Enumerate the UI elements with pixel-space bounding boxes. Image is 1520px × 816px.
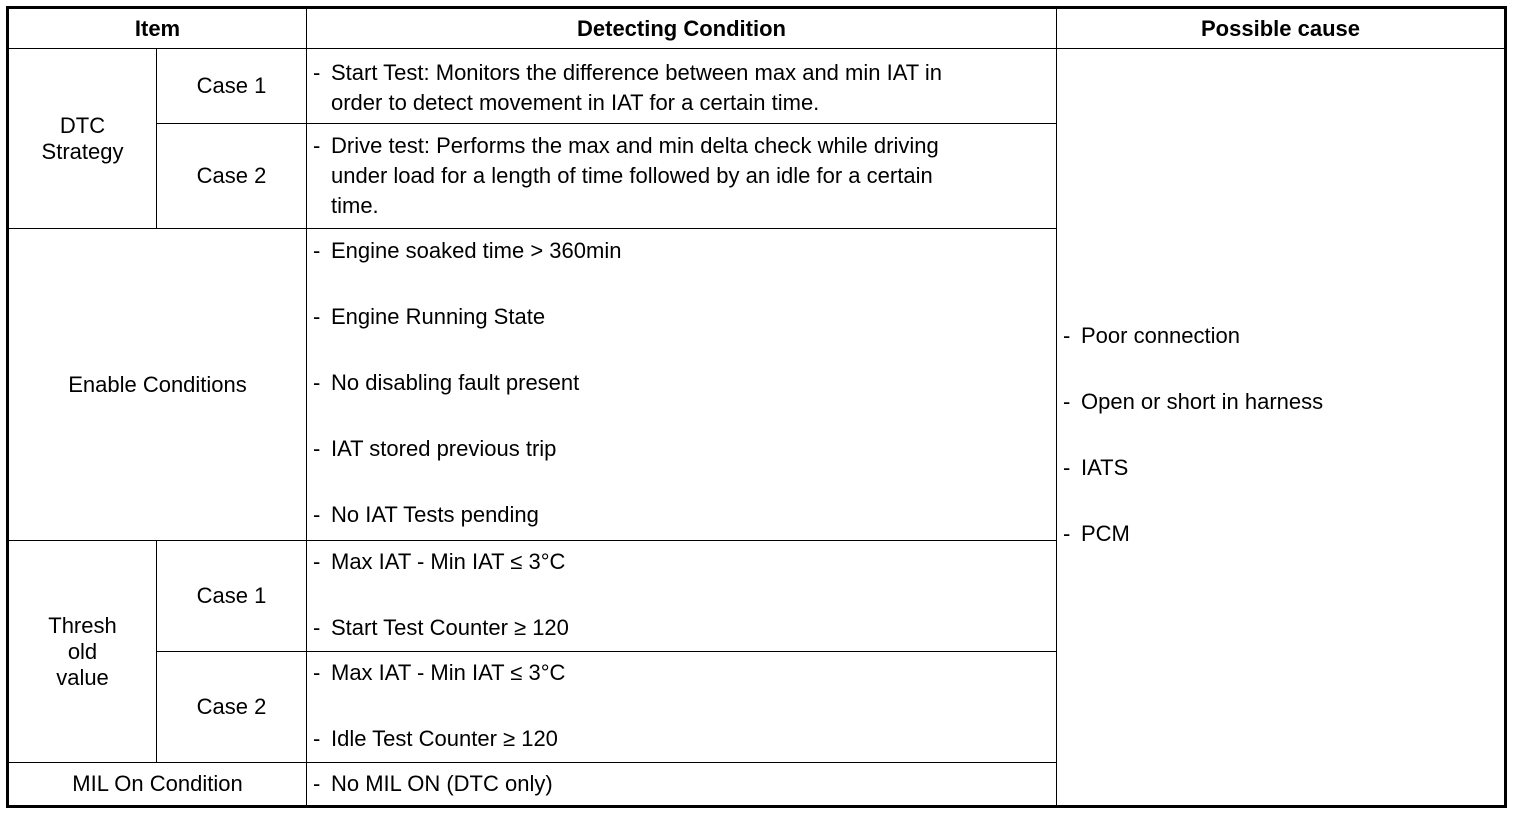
threshold-case2-condition [307, 652, 1057, 763]
condition-text: under load for a length of time followed by an idle for a certain [331, 163, 933, 188]
header-item: Item [8, 8, 307, 49]
threshold-label-line1: Thresh [48, 612, 117, 638]
possible-cause-cell [1057, 49, 1506, 807]
dtc-strategy-case2-label: Case 2 [157, 124, 307, 229]
mil-label: MIL On Condition [8, 763, 307, 807]
condition-item: - Engine soaked time > 360min [313, 238, 622, 263]
mil-condition: - No MIL ON (DTC only) [307, 763, 1057, 807]
condition-item: - Max IAT - Min IAT ≤ 3°C [313, 660, 566, 685]
cause-item: - Open or short in harness [1063, 389, 1324, 414]
dtc-strategy-label-line2: Strategy [41, 138, 124, 164]
threshold-case2-label: Case 2 [157, 652, 307, 763]
condition-item: - No IAT Tests pending [313, 502, 539, 527]
condition-text: time. [331, 193, 379, 218]
threshold-label-line2: old [67, 638, 98, 664]
condition-item: - Max IAT - Min IAT ≤ 3°C [313, 549, 566, 574]
condition-item: - No disabling fault present [313, 370, 580, 395]
dtc-strategy-case1-label: Case 1 [157, 49, 307, 124]
header-row [8, 8, 1506, 49]
dtc-strategy-label [8, 49, 157, 229]
condition-item: - Idle Test Counter ≥ 120 [313, 726, 558, 751]
threshold-label-line3: value [56, 664, 109, 690]
condition-text: No MIL ON (DTC only) [331, 771, 553, 796]
threshold-label [8, 541, 157, 763]
enable-conditions-label: Enable Conditions [8, 229, 307, 541]
condition-item: - Start Test Counter ≥ 120 [313, 615, 569, 640]
bullet: - [313, 60, 321, 85]
dtc-strategy-case1-row [8, 49, 1506, 124]
dtc-strategy-label-line1: DTC [59, 112, 106, 138]
header-detecting-condition: Detecting Condition [307, 8, 1057, 49]
condition-text: Drive test: Performs the max and min delta check while driving [331, 133, 939, 158]
cause-item: - IATS [1063, 455, 1129, 480]
dtc-table [6, 6, 1507, 808]
dtc-strategy-case2-condition: - Drive test: Performs the max and min delta check while driving under load for a length of time followed by an idle for a certain time. [307, 124, 1057, 229]
threshold-case1-condition [307, 541, 1057, 652]
dtc-strategy-case1-condition [307, 49, 1057, 124]
threshold-case1-label: Case 1 [157, 541, 307, 652]
condition-text: Start Test: Monitors the difference between max and min IAT in [331, 60, 943, 85]
enable-conditions-list [307, 229, 1057, 541]
cause-item: - Poor connection [1063, 323, 1240, 348]
condition-item: - Engine Running State [313, 304, 546, 329]
condition-item: - IAT stored previous trip [313, 436, 557, 461]
header-possible-cause: Possible cause [1057, 8, 1506, 49]
cause-item: - PCM [1063, 521, 1130, 546]
condition-text: order to detect movement in IAT for a certain time. [331, 90, 820, 115]
